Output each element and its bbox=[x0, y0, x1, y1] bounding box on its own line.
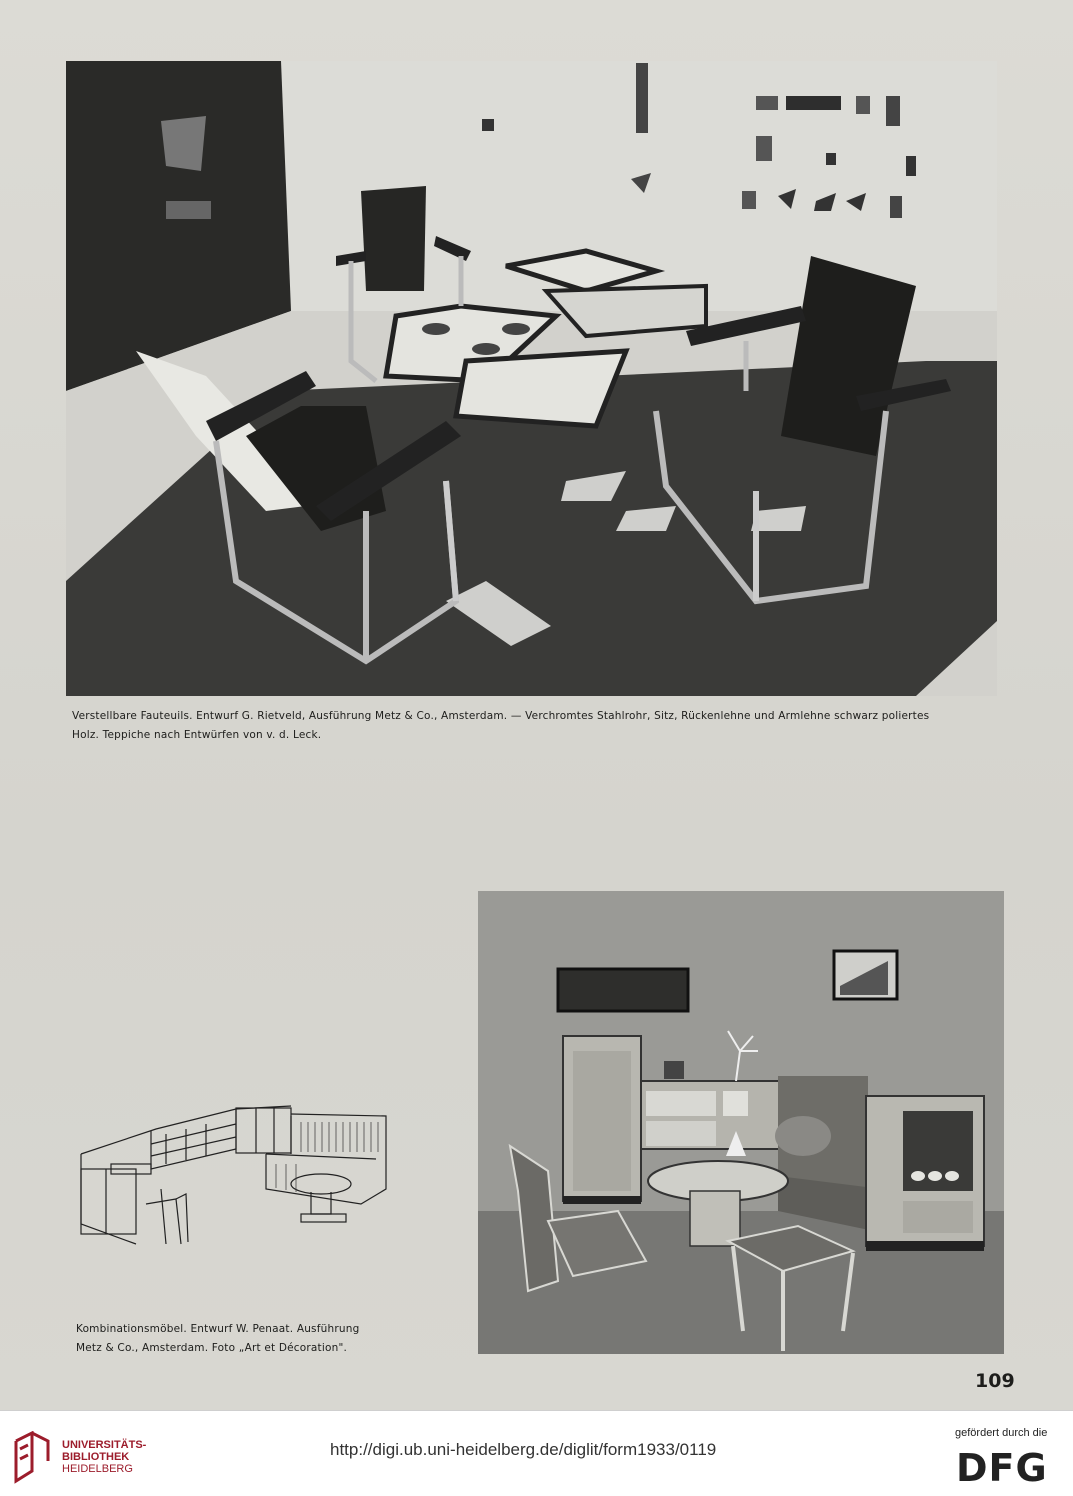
caption-penaat-line2: Metz & Co., Amsterdam. Foto „Art et Décoration". bbox=[76, 1342, 348, 1354]
caption-penaat bbox=[76, 1320, 416, 1358]
photo-combination-room bbox=[478, 891, 1004, 1354]
caption-rietveld-line2: Holz. Teppiche nach Entwürfen von v. d. Leck. bbox=[72, 729, 322, 741]
document-url-link[interactable]: http://digi.ub.uni-heidelberg.de/diglit/form1933/0119 bbox=[330, 1440, 717, 1459]
sketch-combination-furniture bbox=[76, 1094, 396, 1254]
university-library-name bbox=[62, 1439, 146, 1475]
page-number: 109 bbox=[975, 1370, 1015, 1392]
caption-rietveld-line1: Verstellbare Fauteuils. Entwurf G. Rietveld, Ausführung Metz & Co., Amsterdam. — Verchromtes Stahlrohr, Sitz, Rückenlehne und Armlehne schwarz poliertes bbox=[72, 710, 930, 722]
photo-rietveld-chairs bbox=[66, 61, 997, 696]
digitization-footer bbox=[0, 1410, 1073, 1496]
library-name-line2: BIBLIOTHEK bbox=[62, 1451, 130, 1463]
caption-rietveld bbox=[72, 707, 1002, 745]
library-name-line1: UNIVERSITÄTS- bbox=[62, 1439, 147, 1451]
dfg-logo: DFG bbox=[956, 1446, 1048, 1490]
caption-penaat-line1: Kombinationsmöbel. Entwurf W. Penaat. Ausführung bbox=[76, 1323, 360, 1335]
funding-note: gefördert durch die bbox=[955, 1427, 1048, 1439]
university-seal-icon bbox=[12, 1431, 56, 1485]
library-name-line3: HEIDELBERG bbox=[62, 1463, 133, 1475]
